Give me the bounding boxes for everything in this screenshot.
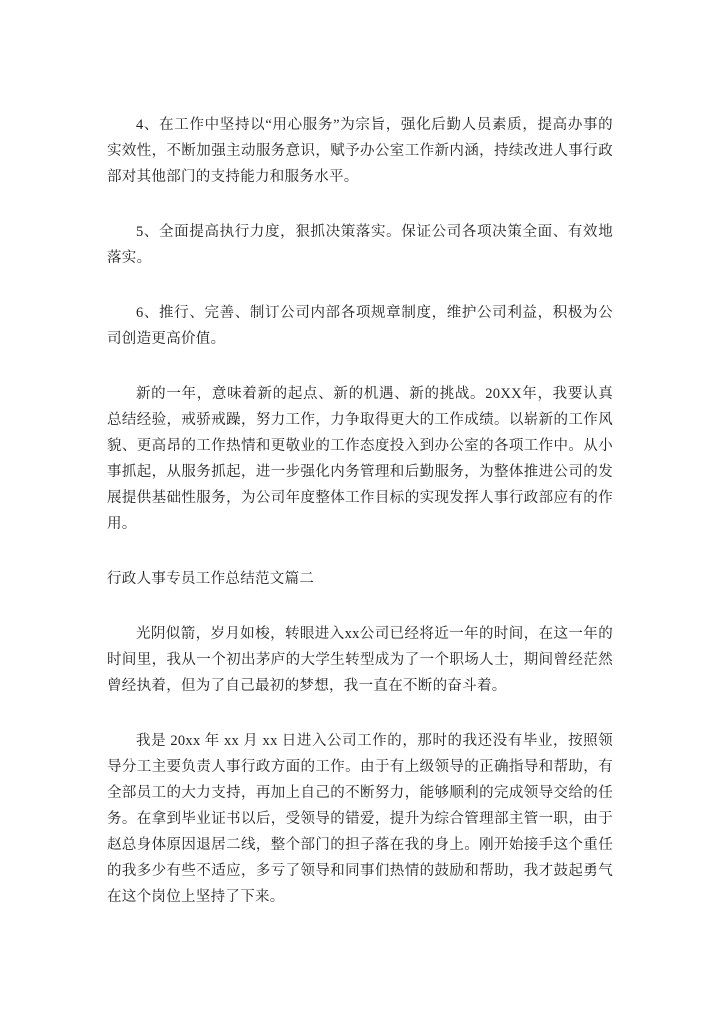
paragraph-point-5: 5、全面提高执行力度，狠抓决策落实。保证公司各项决策全面、有效地落实。 bbox=[107, 224, 613, 266]
document-body bbox=[107, 112, 613, 910]
paragraph-intro: 光阴似箭，岁月如梭，转眼进入xx公司已经将近一年的时间，在这一年的时间里，我从一个初出茅庐的大学生转型成为了一个职场人士，期间曾经茫然曾经执着，但为了自己最初的梦想，我一直在不断的奋斗着。 bbox=[107, 626, 613, 694]
section-heading-part-two: 行政人事专员工作总结范文篇二 bbox=[107, 571, 315, 587]
paragraph-point-6: 6、推行、完善、制订公司内部各项规章制度，维护公司利益，积极为公司创造更高价值。 bbox=[107, 305, 613, 347]
paragraph-point-4: 4、在工作中坚持以“用心服务”为宗旨，强化后勤人员素质，提高办事的实效性，不断加强主动服务意识，赋予办公室工作新内涵，持续改进人事行政部对其他部门的支持能力和服务水平。 bbox=[107, 117, 613, 185]
paragraph-new-year-summary: 新的一年，意味着新的起点、新的机遇、新的挑战。20XX年，我要认真总结经验，戒骄戒躁，努力工作，力争取得更大的工作成绩。以崭新的工作风貌、更高昂的工作热情和更敬业的工作态度投入到办公室的各项工作中。从小事抓起，从服务抓起，进一步强化内务管理和后勤服务，为整体推进公司的发展提供基础性服务，为公司年度整体工作目标的实现发挥人事行政部应有的作用。 bbox=[107, 386, 613, 532]
paragraph-work-experience: 我是 20xx 年 xx 月 xx 日进入公司工作的，那时的我还没有毕业，按照领导分工主要负责人事行政方面的工作。由于有上级领导的正确指导和帮助，有全部员工的大力支持，再加上自己的不断努力，能够顺利的完成领导交给的任务。在拿到毕业证书以后，受领导的错爱，提升为综合管理部主管一职，由于赵总身体原因退居二线，整个部门的担子落在我的身上。刚开始接手这个重任的我多少有些不适应，多亏了领导和同事们热情的鼓励和帮助，我才鼓起勇气在这个岗位上坚持了下来。 bbox=[107, 733, 613, 905]
